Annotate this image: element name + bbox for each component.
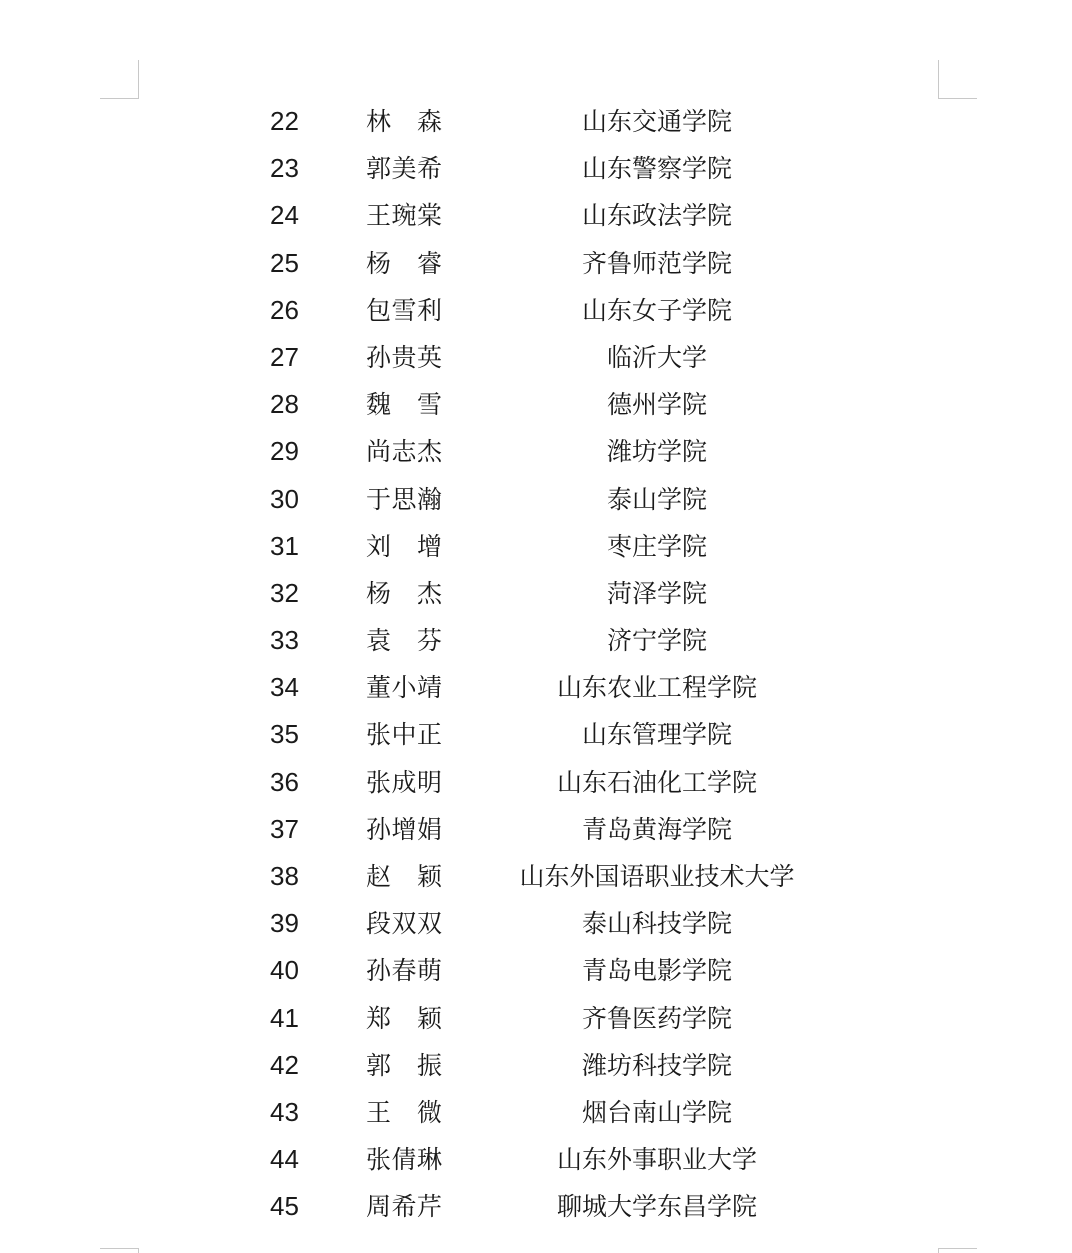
row-number: 38	[270, 861, 299, 891]
table-row	[0, 1183, 1072, 1230]
page-corner-mark-top-right	[938, 60, 977, 99]
table-row	[0, 806, 1072, 853]
school-name: 山东管理学院	[581, 720, 732, 750]
row-number: 30	[270, 483, 299, 514]
table-row	[0, 523, 1072, 570]
table-row	[0, 1136, 1072, 1183]
school-name: 山东外事职业大学	[556, 1145, 757, 1175]
school-name: 菏泽学院	[606, 578, 707, 608]
table-row	[0, 617, 1072, 664]
person-name: 林森	[366, 107, 442, 136]
person-name: 袁芬	[366, 626, 442, 656]
table-row	[0, 381, 1072, 428]
school-name: 山东石油化工学院	[556, 767, 757, 797]
row-number: 29	[270, 436, 299, 467]
table-row	[0, 853, 1072, 900]
row-number: 27	[270, 341, 299, 372]
school-name: 烟台南山学院	[581, 1097, 732, 1127]
table-row	[0, 1089, 1072, 1136]
person-name: 尚志杰	[366, 437, 442, 467]
row-number: 32	[270, 577, 299, 608]
row-number: 25	[270, 247, 299, 278]
school-name: 潍坊科技学院	[581, 1050, 732, 1080]
row-number: 36	[270, 766, 299, 797]
school-name: 山东警察学院	[581, 154, 732, 184]
page-corner-mark-bottom-right	[938, 1248, 977, 1253]
table-row	[0, 995, 1072, 1042]
person-name: 杨睿	[366, 248, 442, 278]
school-name: 临沂大学	[606, 342, 707, 372]
person-name: 包雪利	[366, 295, 442, 325]
table-row	[0, 1042, 1072, 1089]
school-name: 山东女子学院	[581, 295, 732, 325]
person-name: 赵颖	[366, 862, 442, 891]
table-row	[0, 947, 1072, 994]
school-name: 齐鲁师范学院	[581, 248, 732, 278]
person-name: 孙增娟	[366, 814, 442, 844]
table-row	[0, 192, 1072, 239]
table-row	[0, 334, 1072, 381]
person-name: 郭美希	[366, 154, 442, 184]
row-number: 40	[270, 955, 299, 986]
table-row	[0, 98, 1072, 145]
row-number: 34	[270, 672, 299, 703]
school-name: 山东外国语职业技术大学	[519, 862, 795, 891]
row-number: 31	[270, 530, 299, 561]
person-name: 杨杰	[366, 578, 442, 608]
person-name: 孙春萌	[366, 956, 442, 986]
person-name: 周希芹	[366, 1192, 442, 1222]
school-name: 青岛电影学院	[581, 956, 732, 986]
table-row	[0, 570, 1072, 617]
person-name: 王琬棠	[366, 201, 442, 231]
person-name: 于思瀚	[366, 484, 442, 514]
school-name: 青岛黄海学院	[581, 814, 732, 844]
table-row	[0, 664, 1072, 711]
row-number: 28	[270, 389, 299, 420]
school-name: 齐鲁医药学院	[581, 1003, 732, 1033]
table-row	[0, 240, 1072, 287]
school-name: 泰山科技学院	[581, 909, 732, 939]
school-name: 潍坊学院	[606, 437, 707, 467]
school-name: 山东交通学院	[581, 107, 732, 136]
person-name: 张成明	[366, 767, 442, 797]
row-number: 42	[270, 1049, 299, 1080]
page-corner-mark-top-left	[100, 60, 139, 99]
table-row	[0, 900, 1072, 947]
school-name: 山东农业工程学院	[556, 673, 757, 703]
row-number: 23	[270, 153, 299, 184]
person-name: 孙贵英	[366, 342, 442, 372]
school-name: 济宁学院	[606, 626, 707, 656]
row-number: 45	[270, 1191, 299, 1222]
row-number: 41	[270, 1002, 299, 1033]
school-name: 聊城大学东昌学院	[556, 1192, 757, 1222]
row-number: 39	[270, 908, 299, 939]
table-row	[0, 711, 1072, 758]
person-name: 郭振	[366, 1050, 442, 1080]
table-row	[0, 476, 1072, 523]
row-number: 43	[270, 1096, 299, 1127]
row-number: 24	[270, 200, 299, 231]
person-name: 王微	[366, 1097, 442, 1127]
name-list-table	[0, 98, 1072, 1231]
row-number: 35	[270, 719, 299, 750]
person-name: 魏雪	[366, 390, 442, 420]
page-corner-mark-bottom-left	[100, 1248, 139, 1253]
school-name: 山东政法学院	[581, 201, 732, 231]
table-row	[0, 759, 1072, 806]
row-number: 26	[270, 294, 299, 325]
row-number: 22	[270, 106, 299, 136]
school-name: 泰山学院	[606, 484, 707, 514]
table-row	[0, 287, 1072, 334]
table-row	[0, 145, 1072, 192]
person-name: 刘增	[366, 531, 442, 561]
row-number: 37	[270, 813, 299, 844]
person-name: 张中正	[366, 720, 442, 750]
school-name: 枣庄学院	[606, 531, 707, 561]
school-name: 德州学院	[606, 390, 707, 420]
row-number: 33	[270, 625, 299, 656]
row-number: 44	[270, 1144, 299, 1175]
person-name: 郑颖	[366, 1003, 442, 1033]
person-name: 张倩琳	[366, 1145, 442, 1175]
table-row	[0, 428, 1072, 475]
person-name: 段双双	[366, 909, 442, 939]
person-name: 董小靖	[366, 673, 442, 703]
